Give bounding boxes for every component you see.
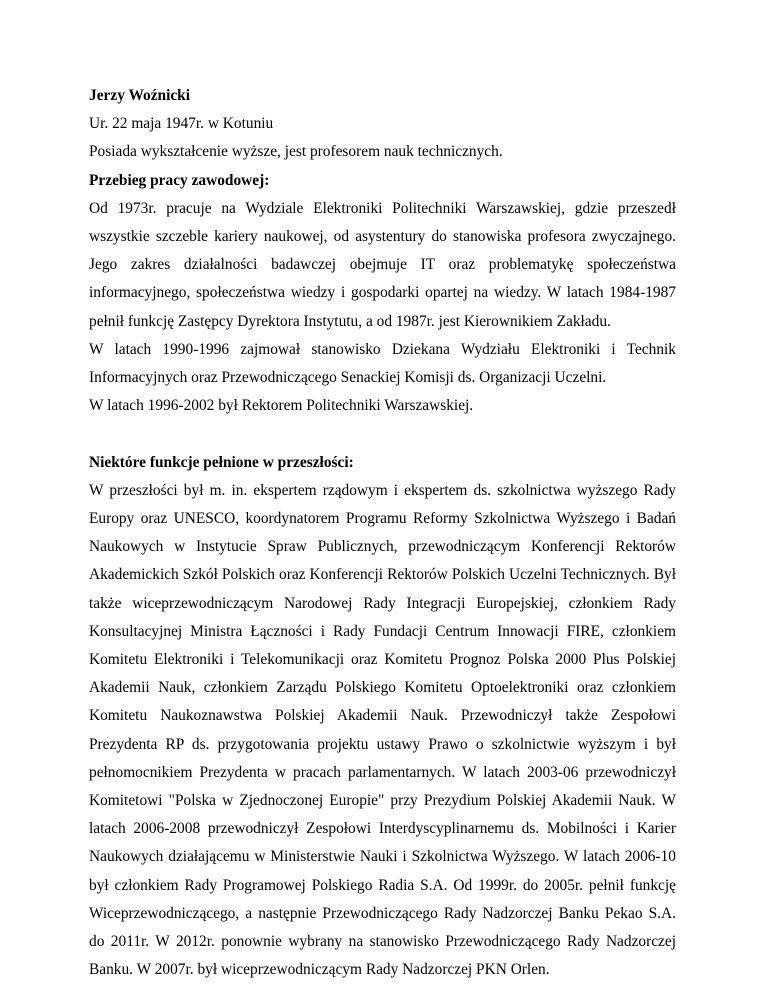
career-paragraph-3: W latach 1996-2002 był Rektorem Politechniki Warszawskiej.: [89, 397, 474, 415]
person-name: Jerzy Woźnicki: [89, 87, 191, 104]
birth-info: Ur. 22 maja 1947r. w Kotuniu: [89, 115, 274, 133]
document-page: [89, 82, 676, 984]
career-heading: Przebieg pracy zawodowej:: [89, 171, 270, 189]
paragraph-spacer: [89, 420, 676, 448]
past-functions-heading: Niektóre funkcje pełnione w przeszłości:: [89, 453, 354, 471]
career-paragraph-1: Od 1973r. pracuje na Wydziale Elektroniki Politechniki Warszawskiej, gdzie przeszedł wszystkie szczeble kariery naukowej, od asystentury do stanowiska profesora zwyczajnego. Jego zakres działalności badawczej obejmuje IT oraz problematykę społeczeństwa informacyjnego, społeczeństwa wiedzy i gospodarki opartej na wiedzy. W latach 1984-1987 pełnił funkcję Zastępcy Dyrektora Instytutu, a od 1987r. jest Kierownikiem Zakładu.: [89, 199, 676, 330]
career-paragraph-2: W latach 1990-1996 zajmował stanowisko Dziekana Wydziału Elektroniki i Technik Informacyjnych oraz Przewodniczącego Senackiej Komisji ds. Organizacji Uczelni.: [89, 340, 676, 387]
education-info: Posiada wykształcenie wyższe, jest profesorem nauk technicznych.: [89, 143, 503, 161]
past-functions-paragraph: W przeszłości był m. in. ekspertem rządowym i ekspertem ds. szkolnictwa wyższego Rady Europy oraz UNESCO, koordynatorem Programu Reformy Szkolnictwa Wyższego i Badań Naukowych w Instytucie Spraw Publicznych, przewodniczącym Konferencji Rektorów Akademickich Szkół Polskich oraz Konferencji Rektorów Polskich Uczelni Technicznych. Był także wiceprzewodniczącym Narodowej Rady Integracji Europejskiej, członkiem Rady Konsultacyjnej Ministra Łączności i Rady Fundacji Centrum Innowacji FIRE, członkiem Komitetu Elektroniki i Telekomunikacji oraz Komitetu Prognoz Polska 2000 Plus Polskiej Akademii Nauk, członkiem Zarządu Polskiego Komitetu Optoelektroniki oraz członkiem Komitetu Naukoznawstwa Polskiej Akademii Nauk. Przewodniczył także Zespołowi Prezydenta RP ds. przygotowania projektu ustawy Prawo o szkolnictwie wyższym i był pełnomocnikiem Prezydenta w pracach parlamentarnych. W latach 2003-06 przewodniczył Komitetowi "Polska w Zjednoczonej Europie" przy Prezydium Polskiej Akademii Nauk. W latach 2006-2008 przewodniczył Zespołowi Interdyscyplinarnemu ds. Mobilności i Karier Naukowych działającemu w Ministerstwie Nauki i Szkolnictwa Wyższego. W latach 2006-10 był członkiem Rady Programowej Polskiego Radia S.A. Od 1999r. do 2005r. pełnił funkcję Wiceprzewodniczącego, a następnie Przewodniczącego Rady Nadzorczej Banku Pekao S.A. do 2011r. W 2012r. ponownie wybrany na stanowisko Przewodniczącego Rady Nadzorczej Banku. W 2007r. był wiceprzewodniczącym Rady Nadzorczej PKN Orlen.: [89, 481, 676, 979]
